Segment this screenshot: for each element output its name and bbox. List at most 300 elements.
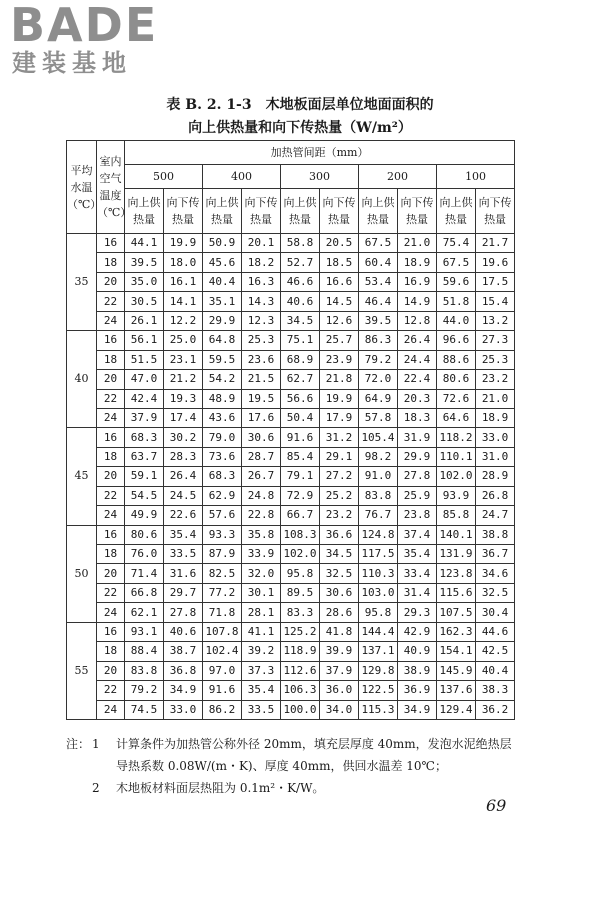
up-heat-cell: 68.9 bbox=[281, 350, 320, 369]
note-text-continued: 导热系数 0.08W/(m・K)、厚度 40mm，供回水温差 10℃； bbox=[116, 759, 447, 773]
down-heat-cell: 26.8 bbox=[476, 486, 515, 505]
up-heat-cell: 59.5 bbox=[203, 350, 242, 369]
up-heat-cell: 88.6 bbox=[437, 350, 476, 369]
down-heat-cell: 35.4 bbox=[242, 681, 281, 700]
down-heat-cell: 34.9 bbox=[164, 681, 203, 700]
up-heat-cell: 86.3 bbox=[359, 331, 398, 350]
down-heat-cell: 23.8 bbox=[398, 506, 437, 525]
up-heat-cell: 137.1 bbox=[359, 642, 398, 661]
up-heat-cell: 44.1 bbox=[125, 234, 164, 253]
header-spacing-500: 500 bbox=[125, 165, 203, 189]
room-temp-cell: 18 bbox=[97, 350, 125, 369]
down-heat-cell: 24.8 bbox=[242, 486, 281, 505]
down-heat-cell: 39.2 bbox=[242, 642, 281, 661]
down-heat-cell: 33.5 bbox=[164, 545, 203, 564]
up-heat-cell: 72.9 bbox=[281, 486, 320, 505]
down-heat-cell: 34.9 bbox=[398, 700, 437, 719]
header-up-heat: 向上供热量 bbox=[281, 189, 320, 234]
table-row bbox=[67, 545, 515, 564]
room-temp-cell: 20 bbox=[97, 661, 125, 680]
up-heat-cell: 76.7 bbox=[359, 506, 398, 525]
room-temp-cell: 20 bbox=[97, 272, 125, 291]
up-heat-cell: 122.5 bbox=[359, 681, 398, 700]
table-body bbox=[67, 234, 515, 720]
up-heat-cell: 95.8 bbox=[281, 564, 320, 583]
down-heat-cell: 16.3 bbox=[242, 272, 281, 291]
up-heat-cell: 66.7 bbox=[281, 506, 320, 525]
up-heat-cell: 48.9 bbox=[203, 389, 242, 408]
up-heat-cell: 73.6 bbox=[203, 447, 242, 466]
down-heat-cell: 33.0 bbox=[164, 700, 203, 719]
down-heat-cell: 28.3 bbox=[164, 447, 203, 466]
up-heat-cell: 83.8 bbox=[125, 661, 164, 680]
down-heat-cell: 18.2 bbox=[242, 253, 281, 272]
table-row bbox=[67, 583, 515, 602]
down-heat-cell: 18.0 bbox=[164, 253, 203, 272]
table-title-line1: 表 B. 2. 1-3 木地板面层单位地面面积的 bbox=[166, 97, 434, 113]
down-heat-cell: 33.0 bbox=[476, 428, 515, 447]
down-heat-cell: 23.6 bbox=[242, 350, 281, 369]
publisher-logo bbox=[10, 2, 158, 78]
down-heat-cell: 25.2 bbox=[320, 486, 359, 505]
down-heat-cell: 28.9 bbox=[476, 467, 515, 486]
heat-flux-table bbox=[66, 140, 515, 720]
up-heat-cell: 76.0 bbox=[125, 545, 164, 564]
down-heat-cell: 37.4 bbox=[398, 525, 437, 544]
room-temp-cell: 18 bbox=[97, 447, 125, 466]
down-heat-cell: 22.8 bbox=[242, 506, 281, 525]
up-heat-cell: 29.9 bbox=[203, 311, 242, 330]
header-down-heat: 向下传热量 bbox=[476, 189, 515, 234]
room-temp-cell: 24 bbox=[97, 700, 125, 719]
note-item bbox=[66, 777, 536, 799]
header-down-heat: 向下传热量 bbox=[164, 189, 203, 234]
up-heat-cell: 91.6 bbox=[203, 681, 242, 700]
up-heat-cell: 60.4 bbox=[359, 253, 398, 272]
down-heat-cell: 31.0 bbox=[476, 447, 515, 466]
up-heat-cell: 98.2 bbox=[359, 447, 398, 466]
up-heat-cell: 39.5 bbox=[359, 311, 398, 330]
down-heat-cell: 34.6 bbox=[476, 564, 515, 583]
room-temp-cell: 18 bbox=[97, 253, 125, 272]
down-heat-cell: 31.4 bbox=[398, 583, 437, 602]
down-heat-cell: 18.9 bbox=[476, 408, 515, 427]
down-heat-cell: 38.3 bbox=[476, 681, 515, 700]
down-heat-cell: 26.4 bbox=[398, 331, 437, 350]
down-heat-cell: 33.9 bbox=[242, 545, 281, 564]
down-heat-cell: 30.6 bbox=[242, 428, 281, 447]
down-heat-cell: 15.4 bbox=[476, 292, 515, 311]
up-heat-cell: 79.1 bbox=[281, 467, 320, 486]
down-heat-cell: 26.4 bbox=[164, 467, 203, 486]
up-heat-cell: 50.4 bbox=[281, 408, 320, 427]
up-heat-cell: 102.0 bbox=[281, 545, 320, 564]
down-heat-cell: 19.9 bbox=[320, 389, 359, 408]
down-heat-cell: 37.3 bbox=[242, 661, 281, 680]
header-down-heat: 向下传热量 bbox=[398, 189, 437, 234]
down-heat-cell: 20.5 bbox=[320, 234, 359, 253]
table-row bbox=[67, 700, 515, 719]
down-heat-cell: 19.5 bbox=[242, 389, 281, 408]
up-heat-cell: 64.8 bbox=[203, 331, 242, 350]
room-temp-cell: 18 bbox=[97, 545, 125, 564]
down-heat-cell: 23.1 bbox=[164, 350, 203, 369]
up-heat-cell: 54.5 bbox=[125, 486, 164, 505]
down-heat-cell: 18.9 bbox=[398, 253, 437, 272]
down-heat-cell: 21.8 bbox=[320, 370, 359, 389]
up-heat-cell: 64.6 bbox=[437, 408, 476, 427]
room-temp-cell: 16 bbox=[97, 428, 125, 447]
up-heat-cell: 93.1 bbox=[125, 622, 164, 641]
down-heat-cell: 34.5 bbox=[320, 545, 359, 564]
down-heat-cell: 19.3 bbox=[164, 389, 203, 408]
up-heat-cell: 93.3 bbox=[203, 525, 242, 544]
up-heat-cell: 145.9 bbox=[437, 661, 476, 680]
table-row bbox=[67, 350, 515, 369]
header-up-heat: 向上供热量 bbox=[359, 189, 398, 234]
down-heat-cell: 23.2 bbox=[320, 506, 359, 525]
up-heat-cell: 89.5 bbox=[281, 583, 320, 602]
up-heat-cell: 77.2 bbox=[203, 583, 242, 602]
up-heat-cell: 75.4 bbox=[437, 234, 476, 253]
header-pipe-spacing: 加热管间距（mm） bbox=[125, 141, 515, 165]
down-heat-cell: 25.3 bbox=[242, 331, 281, 350]
down-heat-cell: 21.0 bbox=[398, 234, 437, 253]
up-heat-cell: 107.5 bbox=[437, 603, 476, 622]
down-heat-cell: 16.1 bbox=[164, 272, 203, 291]
table-row bbox=[67, 311, 515, 330]
down-heat-cell: 17.5 bbox=[476, 272, 515, 291]
table-row bbox=[67, 506, 515, 525]
up-heat-cell: 83.3 bbox=[281, 603, 320, 622]
water-temp-cell: 35 bbox=[67, 234, 97, 331]
table-row bbox=[67, 253, 515, 272]
down-heat-cell: 28.1 bbox=[242, 603, 281, 622]
header-up-heat: 向上供热量 bbox=[437, 189, 476, 234]
table-row bbox=[67, 486, 515, 505]
down-heat-cell: 31.6 bbox=[164, 564, 203, 583]
up-heat-cell: 83.8 bbox=[359, 486, 398, 505]
down-heat-cell: 38.9 bbox=[398, 661, 437, 680]
water-temp-cell: 55 bbox=[67, 622, 97, 719]
room-temp-cell: 24 bbox=[97, 506, 125, 525]
table-row bbox=[67, 661, 515, 680]
down-heat-cell: 21.0 bbox=[476, 389, 515, 408]
table-row bbox=[67, 389, 515, 408]
up-heat-cell: 85.8 bbox=[437, 506, 476, 525]
down-heat-cell: 24.5 bbox=[164, 486, 203, 505]
up-heat-cell: 79.0 bbox=[203, 428, 242, 447]
up-heat-cell: 85.4 bbox=[281, 447, 320, 466]
down-heat-cell: 17.9 bbox=[320, 408, 359, 427]
down-heat-cell: 32.0 bbox=[242, 564, 281, 583]
down-heat-cell: 27.8 bbox=[164, 603, 203, 622]
down-heat-cell: 31.9 bbox=[398, 428, 437, 447]
up-heat-cell: 44.0 bbox=[437, 311, 476, 330]
up-heat-cell: 91.6 bbox=[281, 428, 320, 447]
down-heat-cell: 29.7 bbox=[164, 583, 203, 602]
up-heat-cell: 46.4 bbox=[359, 292, 398, 311]
up-heat-cell: 59.6 bbox=[437, 272, 476, 291]
up-heat-cell: 54.2 bbox=[203, 370, 242, 389]
up-heat-cell: 50.9 bbox=[203, 234, 242, 253]
up-heat-cell: 68.3 bbox=[203, 467, 242, 486]
up-heat-cell: 129.4 bbox=[437, 700, 476, 719]
room-temp-cell: 16 bbox=[97, 525, 125, 544]
room-temp-cell: 22 bbox=[97, 389, 125, 408]
table-row bbox=[67, 467, 515, 486]
up-heat-cell: 39.5 bbox=[125, 253, 164, 272]
down-heat-cell: 22.6 bbox=[164, 506, 203, 525]
down-heat-cell: 37.9 bbox=[320, 661, 359, 680]
table-row bbox=[67, 447, 515, 466]
up-heat-cell: 58.8 bbox=[281, 234, 320, 253]
up-heat-cell: 66.8 bbox=[125, 583, 164, 602]
up-heat-cell: 80.6 bbox=[125, 525, 164, 544]
up-heat-cell: 140.1 bbox=[437, 525, 476, 544]
down-heat-cell: 24.7 bbox=[476, 506, 515, 525]
note-number: 1 bbox=[92, 737, 100, 751]
note-item bbox=[66, 733, 536, 755]
header-spacing-300: 300 bbox=[281, 165, 359, 189]
room-temp-cell: 22 bbox=[97, 583, 125, 602]
up-heat-cell: 131.9 bbox=[437, 545, 476, 564]
up-heat-cell: 74.5 bbox=[125, 700, 164, 719]
down-heat-cell: 17.6 bbox=[242, 408, 281, 427]
up-heat-cell: 105.4 bbox=[359, 428, 398, 447]
up-heat-cell: 102.4 bbox=[203, 642, 242, 661]
up-heat-cell: 93.9 bbox=[437, 486, 476, 505]
up-heat-cell: 106.3 bbox=[281, 681, 320, 700]
down-heat-cell: 20.1 bbox=[242, 234, 281, 253]
down-heat-cell: 21.5 bbox=[242, 370, 281, 389]
down-heat-cell: 27.3 bbox=[476, 331, 515, 350]
down-heat-cell: 23.2 bbox=[476, 370, 515, 389]
down-heat-cell: 25.7 bbox=[320, 331, 359, 350]
up-heat-cell: 52.7 bbox=[281, 253, 320, 272]
up-heat-cell: 46.6 bbox=[281, 272, 320, 291]
logo-wordmark: BADE bbox=[10, 0, 159, 52]
down-heat-cell: 16.9 bbox=[398, 272, 437, 291]
up-heat-cell: 26.1 bbox=[125, 311, 164, 330]
up-heat-cell: 57.8 bbox=[359, 408, 398, 427]
down-heat-cell: 28.6 bbox=[320, 603, 359, 622]
up-heat-cell: 68.3 bbox=[125, 428, 164, 447]
up-heat-cell: 97.0 bbox=[203, 661, 242, 680]
down-heat-cell: 22.4 bbox=[398, 370, 437, 389]
down-heat-cell: 39.9 bbox=[320, 642, 359, 661]
up-heat-cell: 35.0 bbox=[125, 272, 164, 291]
up-heat-cell: 47.0 bbox=[125, 370, 164, 389]
down-heat-cell: 36.6 bbox=[320, 525, 359, 544]
down-heat-cell: 35.8 bbox=[242, 525, 281, 544]
up-heat-cell: 79.2 bbox=[359, 350, 398, 369]
table-row bbox=[67, 370, 515, 389]
up-heat-cell: 88.4 bbox=[125, 642, 164, 661]
up-heat-cell: 86.2 bbox=[203, 700, 242, 719]
up-heat-cell: 91.0 bbox=[359, 467, 398, 486]
room-temp-cell: 22 bbox=[97, 486, 125, 505]
up-heat-cell: 62.7 bbox=[281, 370, 320, 389]
up-heat-cell: 63.7 bbox=[125, 447, 164, 466]
up-heat-cell: 71.4 bbox=[125, 564, 164, 583]
table-row bbox=[67, 564, 515, 583]
up-heat-cell: 124.8 bbox=[359, 525, 398, 544]
up-heat-cell: 62.9 bbox=[203, 486, 242, 505]
down-heat-cell: 29.9 bbox=[398, 447, 437, 466]
up-heat-cell: 40.4 bbox=[203, 272, 242, 291]
table-row bbox=[67, 331, 515, 350]
down-heat-cell: 40.9 bbox=[398, 642, 437, 661]
down-heat-cell: 40.6 bbox=[164, 622, 203, 641]
up-heat-cell: 79.2 bbox=[125, 681, 164, 700]
room-temp-cell: 20 bbox=[97, 564, 125, 583]
up-heat-cell: 95.8 bbox=[359, 603, 398, 622]
up-heat-cell: 125.2 bbox=[281, 622, 320, 641]
up-heat-cell: 117.5 bbox=[359, 545, 398, 564]
down-heat-cell: 36.2 bbox=[476, 700, 515, 719]
down-heat-cell: 12.2 bbox=[164, 311, 203, 330]
page-number: 69 bbox=[486, 796, 507, 815]
header-down-heat: 向下传热量 bbox=[320, 189, 359, 234]
down-heat-cell: 36.8 bbox=[164, 661, 203, 680]
room-temp-cell: 24 bbox=[97, 603, 125, 622]
up-heat-cell: 51.5 bbox=[125, 350, 164, 369]
down-heat-cell: 12.3 bbox=[242, 311, 281, 330]
down-heat-cell: 16.6 bbox=[320, 272, 359, 291]
down-heat-cell: 27.2 bbox=[320, 467, 359, 486]
up-heat-cell: 108.3 bbox=[281, 525, 320, 544]
table-notes bbox=[66, 733, 536, 799]
up-heat-cell: 82.5 bbox=[203, 564, 242, 583]
down-heat-cell: 35.4 bbox=[398, 545, 437, 564]
up-heat-cell: 53.4 bbox=[359, 272, 398, 291]
header-up-heat: 向上供热量 bbox=[203, 189, 242, 234]
down-heat-cell: 30.6 bbox=[320, 583, 359, 602]
down-heat-cell: 40.4 bbox=[476, 661, 515, 680]
down-heat-cell: 17.4 bbox=[164, 408, 203, 427]
header-up-heat: 向上供热量 bbox=[125, 189, 164, 234]
up-heat-cell: 144.4 bbox=[359, 622, 398, 641]
table-row bbox=[67, 603, 515, 622]
up-heat-cell: 129.8 bbox=[359, 661, 398, 680]
down-heat-cell: 24.4 bbox=[398, 350, 437, 369]
room-temp-cell: 22 bbox=[97, 292, 125, 311]
down-heat-cell: 21.7 bbox=[476, 234, 515, 253]
up-heat-cell: 102.0 bbox=[437, 467, 476, 486]
down-heat-cell: 19.9 bbox=[164, 234, 203, 253]
down-heat-cell: 27.8 bbox=[398, 467, 437, 486]
up-heat-cell: 100.0 bbox=[281, 700, 320, 719]
down-heat-cell: 44.6 bbox=[476, 622, 515, 641]
down-heat-cell: 13.2 bbox=[476, 311, 515, 330]
room-temp-cell: 18 bbox=[97, 642, 125, 661]
header-water-temp: 平均水温（℃） bbox=[67, 141, 97, 234]
down-heat-cell: 34.0 bbox=[320, 700, 359, 719]
down-heat-cell: 29.1 bbox=[320, 447, 359, 466]
room-temp-cell: 24 bbox=[97, 311, 125, 330]
down-heat-cell: 25.3 bbox=[476, 350, 515, 369]
down-heat-cell: 38.7 bbox=[164, 642, 203, 661]
down-heat-cell: 42.9 bbox=[398, 622, 437, 641]
down-heat-cell: 42.5 bbox=[476, 642, 515, 661]
down-heat-cell: 28.7 bbox=[242, 447, 281, 466]
down-heat-cell: 35.4 bbox=[164, 525, 203, 544]
room-temp-cell: 16 bbox=[97, 331, 125, 350]
down-heat-cell: 19.6 bbox=[476, 253, 515, 272]
down-heat-cell: 33.4 bbox=[398, 564, 437, 583]
down-heat-cell: 23.9 bbox=[320, 350, 359, 369]
up-heat-cell: 34.5 bbox=[281, 311, 320, 330]
down-heat-cell: 36.0 bbox=[320, 681, 359, 700]
down-heat-cell: 18.5 bbox=[320, 253, 359, 272]
up-heat-cell: 112.6 bbox=[281, 661, 320, 680]
up-heat-cell: 80.6 bbox=[437, 370, 476, 389]
up-heat-cell: 51.8 bbox=[437, 292, 476, 311]
table-row bbox=[67, 292, 515, 311]
up-heat-cell: 123.8 bbox=[437, 564, 476, 583]
down-heat-cell: 41.1 bbox=[242, 622, 281, 641]
room-temp-cell: 16 bbox=[97, 234, 125, 253]
header-down-heat: 向下传热量 bbox=[242, 189, 281, 234]
up-heat-cell: 115.6 bbox=[437, 583, 476, 602]
down-heat-cell: 32.5 bbox=[476, 583, 515, 602]
note-text: 木地板材料面层热阻为 0.1m²・K/W。 bbox=[116, 781, 325, 795]
up-heat-cell: 118.9 bbox=[281, 642, 320, 661]
table-row bbox=[67, 642, 515, 661]
table-title-line2: 向上供热量和向下传热量（W/m²） bbox=[188, 120, 412, 136]
up-heat-cell: 57.6 bbox=[203, 506, 242, 525]
room-temp-cell: 22 bbox=[97, 681, 125, 700]
up-heat-cell: 64.9 bbox=[359, 389, 398, 408]
up-heat-cell: 72.6 bbox=[437, 389, 476, 408]
note-number: 2 bbox=[92, 781, 100, 795]
down-heat-cell: 14.5 bbox=[320, 292, 359, 311]
room-temp-cell: 24 bbox=[97, 408, 125, 427]
up-heat-cell: 49.9 bbox=[125, 506, 164, 525]
down-heat-cell: 30.4 bbox=[476, 603, 515, 622]
down-heat-cell: 41.8 bbox=[320, 622, 359, 641]
up-heat-cell: 96.6 bbox=[437, 331, 476, 350]
down-heat-cell: 26.7 bbox=[242, 467, 281, 486]
up-heat-cell: 71.8 bbox=[203, 603, 242, 622]
down-heat-cell: 36.7 bbox=[476, 545, 515, 564]
up-heat-cell: 137.6 bbox=[437, 681, 476, 700]
room-temp-cell: 20 bbox=[97, 370, 125, 389]
table-row bbox=[67, 525, 515, 544]
down-heat-cell: 36.9 bbox=[398, 681, 437, 700]
up-heat-cell: 56.1 bbox=[125, 331, 164, 350]
up-heat-cell: 110.1 bbox=[437, 447, 476, 466]
up-heat-cell: 110.3 bbox=[359, 564, 398, 583]
up-heat-cell: 162.3 bbox=[437, 622, 476, 641]
down-heat-cell: 38.8 bbox=[476, 525, 515, 544]
down-heat-cell: 12.8 bbox=[398, 311, 437, 330]
up-heat-cell: 62.1 bbox=[125, 603, 164, 622]
note-text: 计算条件为加热管公称外径 20mm，填充层厚度 40mm，发泡水泥绝热层 bbox=[116, 737, 512, 751]
table-row bbox=[67, 272, 515, 291]
up-heat-cell: 43.6 bbox=[203, 408, 242, 427]
up-heat-cell: 87.9 bbox=[203, 545, 242, 564]
up-heat-cell: 59.1 bbox=[125, 467, 164, 486]
down-heat-cell: 14.9 bbox=[398, 292, 437, 311]
water-temp-cell: 50 bbox=[67, 525, 97, 622]
up-heat-cell: 72.0 bbox=[359, 370, 398, 389]
down-heat-cell: 21.2 bbox=[164, 370, 203, 389]
down-heat-cell: 14.1 bbox=[164, 292, 203, 311]
header-spacing-400: 400 bbox=[203, 165, 281, 189]
down-heat-cell: 33.5 bbox=[242, 700, 281, 719]
